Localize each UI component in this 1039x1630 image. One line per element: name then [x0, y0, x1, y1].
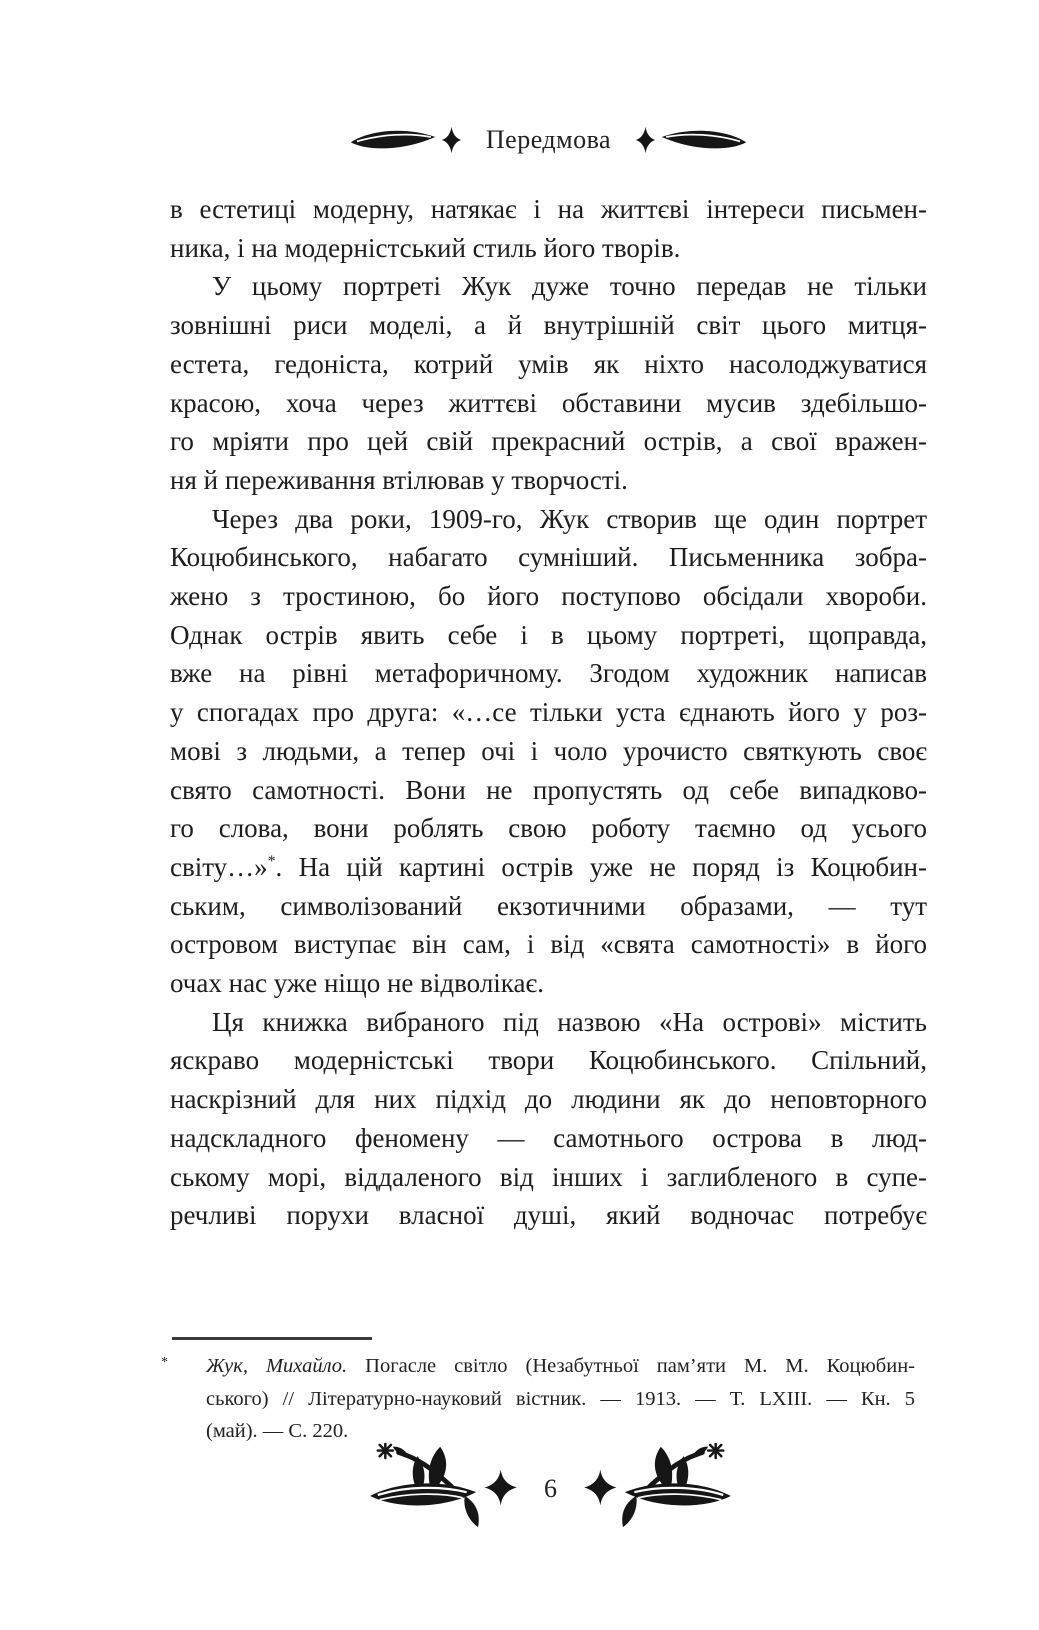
text-line: очах нас уже ніщо не відволікає.	[170, 968, 544, 999]
chapter-header	[170, 118, 927, 162]
footnote-line: ського) // Літературно-науковий вістник. — 1913. — Т. LXIII. — Кн. 5	[206, 1387, 915, 1410]
floral-sprig-icon	[583, 1443, 733, 1530]
footnote-line: (май). — С. 220.	[206, 1420, 349, 1442]
text-line: Коцюбинського, набагато сумніший. Письменника зобра-	[170, 542, 927, 573]
text-line: мові з людьми, а тепер очі і чоло урочисто святкують своє	[170, 735, 927, 766]
text-line: естета, гедоніста, котрий умів як ніхто насолоджуватися	[170, 348, 927, 379]
text-segment: Погасле світло (Незабутньої пам’яти М. М. Коцюбин-	[347, 1355, 916, 1377]
body-text	[170, 190, 927, 1235]
text-line: островом виступає він сам, і від «свята самотності» в його	[170, 929, 927, 960]
page-footer	[368, 1443, 733, 1530]
text-line: ня й переживання втілював у творчості.	[170, 464, 628, 495]
text-line: наскрізний для них підхід до людини як до неповторного	[170, 1084, 927, 1115]
text-line: вже на рівні метафоричному. Згодом художник написав	[170, 658, 927, 689]
text-line: Через два роки, 1909-го, Жук створив ще один портрет	[212, 503, 927, 534]
footnote-author: Жук, Михайло.	[206, 1355, 348, 1377]
text-line: зовнішні риси моделі, а й внутрішній світ цього митця-	[170, 310, 927, 341]
text-line: в естетиці модерну, натякає і на життєві інтереси письмен-	[170, 194, 927, 224]
text-line: ським, символізований екзотичними образами, — тут	[170, 890, 927, 921]
text-line: У цьому портреті Жук дуже точно передав не тільки	[212, 271, 927, 302]
text-line: го мріяти про цей свій прекрасний острів, а свої вражен-	[170, 426, 927, 457]
text-line: Однак острів явить себе і в цьому портреті, щоправда,	[170, 619, 927, 650]
text-line: надскладного феномену — самотнього острова в люд-	[170, 1122, 927, 1153]
footnote-divider	[172, 1337, 372, 1340]
text-line: речливі порухи власної душі, який водночас потребує	[170, 1200, 927, 1231]
text-line: го слова, вони роблять свою роботу таємно од усього	[170, 813, 927, 844]
text-line: свято самотності. Вони не пропустять од себе випадково-	[170, 774, 927, 805]
text-line: яскраво модерністські твори Коцюбинського. Спільний,	[170, 1045, 927, 1076]
text-line: ському морі, віддаленого від інших і заглибленого в супе-	[170, 1161, 927, 1192]
text-line: Ця книжка вибраного під назвою «На острові» містить	[212, 1006, 927, 1037]
footnote-marker: *	[161, 1355, 168, 1370]
leaf-ornament-icon	[660, 127, 748, 154]
text-segment: світу…»	[170, 851, 268, 882]
chapter-title: Передмова	[485, 125, 612, 154]
star-flower-icon	[708, 1443, 723, 1458]
footnote-reference: *	[267, 852, 276, 870]
diamond-star-icon	[635, 126, 656, 154]
floral-sprig-icon	[368, 1443, 518, 1530]
text-line: ника, і на модерністський стиль його творів.	[170, 232, 681, 263]
text-line: жено з тростиною, бо його поступово обсідали хвороби.	[170, 581, 927, 612]
text-line: красою, хоча через життєві обставини мусив здебільшо-	[170, 387, 927, 418]
footnote	[161, 1350, 916, 1448]
leaf-ornament-icon	[349, 127, 437, 154]
text-line-with-footnote-ref	[170, 848, 927, 887]
star-flower-icon	[378, 1443, 393, 1458]
diamond-star-icon	[441, 126, 462, 154]
text-line: у спогадах про друга: «…се тільки уста єднають його у роз-	[170, 697, 927, 728]
footnote-line	[170, 1350, 915, 1383]
page-number: 6	[544, 1473, 557, 1503]
text-segment: . На цій картині острів уже не поряд із Коцюбин-	[275, 851, 927, 882]
